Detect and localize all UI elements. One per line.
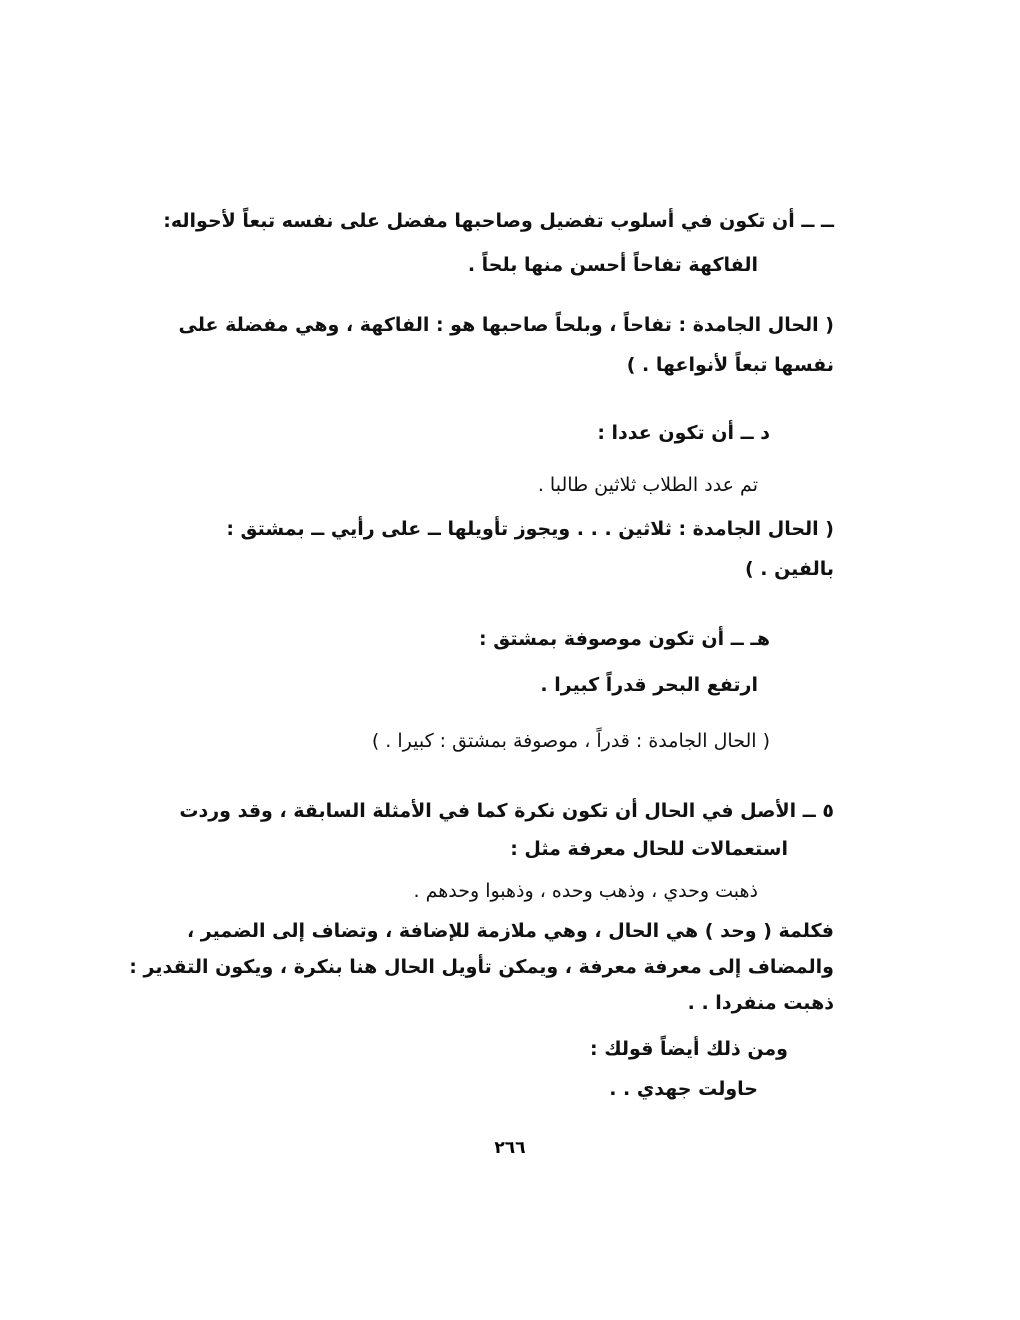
paragraph-5-line-1: ٥ ــ الأصل في الحال أن تكون نكرة كما في الأمثلة السابقة ، وقد وردت [179, 800, 834, 822]
item-d-note-line-1: ( الحال الجامدة : ثلاثين . . . ويجوز تأويلها ــ على رأيي ــ بمشتق : [226, 518, 834, 540]
item-d-example: تم عدد الطلاب ثلاثين طالبا . [537, 474, 758, 496]
paragraph-5-example: ذهبت وحدي ، وذهب وحده ، وذهبوا وحدهم . [413, 880, 758, 902]
paragraph-5-example-2: حاولت جهدي . . [609, 1078, 758, 1100]
page-number: ٢٦٦ [494, 1138, 526, 1158]
item-e-note: ( الحال الجامدة : قدراً ، موصوفة بمشتق : كبيرا . ) [371, 730, 770, 752]
paragraph-5-explanation-line-1: فكلمة ( وحد ) هي الحال ، وهي ملازمة للإضافة ، وتضاف إلى الضمير ، [186, 920, 834, 942]
item-d-note-line-2: بالفين . ) [744, 558, 834, 580]
paragraph-5-explanation-line-2: والمضاف إلى معرفة معرفة ، ويمكن تأويل الحال هنا بنكرة ، ويكون التقدير : [129, 956, 834, 978]
item-c-note-line-1: ( الحال الجامدة : تفاحاً ، وبلحاً صاحبها هو : الفاكهة ، وهي مفضلة على [178, 314, 834, 336]
item-c-note-line-2: نفسها تبعاً لأنواعها . ) [626, 354, 834, 376]
item-e-example: ارتفع البحر قدراً كبيرا . [540, 674, 758, 696]
paragraph-5-explanation-line-3: ذهبت منفردا . . [687, 992, 834, 1014]
paragraph-5-line-2: استعمالات للحال معرفة مثل : [510, 838, 788, 860]
item-c-heading: ــ ــ أن تكون في أسلوب تفضيل وصاحبها مفضل على نفسه تبعاً لأحواله: [163, 210, 834, 232]
item-e-heading: هـ ــ أن تكون موصوفة بمشتق : [479, 628, 770, 650]
paragraph-5-also-line: ومن ذلك أيضاً قولك : [590, 1038, 788, 1060]
item-d-heading: د ــ أن تكون عددا : [597, 422, 770, 444]
item-c-example: الفاكهة تفاحاً أحسن منها بلحاً . [467, 254, 758, 276]
